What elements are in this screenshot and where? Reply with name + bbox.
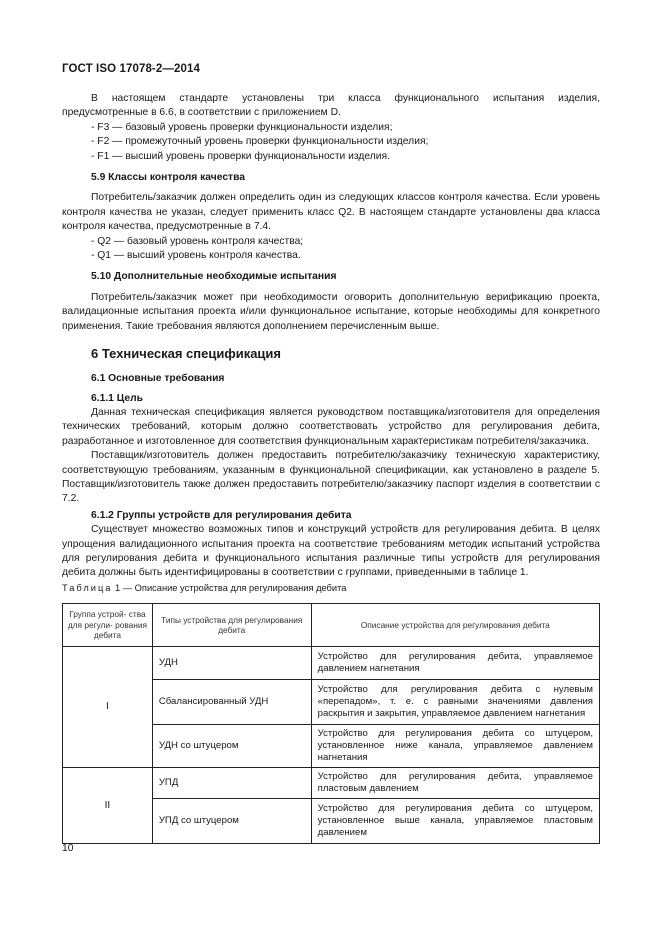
list-item: - F3 — базовый уровень проверки функциональности изделия; <box>91 121 393 133</box>
description-cell: Устройство для регулирования дебита со штуцером, установленное ниже канала, управляемое давлением нагнетания <box>311 725 599 768</box>
paragraph: Поставщик/изготовитель должен предоставить потребителю/заказчику техническую характеристику, соответствующую требованиям, указанным в функциональной спецификации, как установлено в разделе 5. Поставщик/изготовитель также должен предоставить потребителю/заказчику паспорт изделия в соответствии с 7.2. <box>62 450 600 505</box>
table-caption <box>62 583 346 593</box>
paragraph: Существует множество возможных типов и конструкций устройств для регулирования дебита. В целях упрощения валидационного испытания проекта на соответствие требованиям методик испытаний устройства для регулирования дебита и функционального испытания различные типы устройств для регулирования дебита должны быть идентифицированы в соответствии с группами, приведенными в таблице 1. <box>62 524 600 579</box>
section-heading-5-10: 5.10 Дополнительные необходимые испытания <box>91 271 337 283</box>
description-cell: Устройство для регулирования дебита со штуцером, установленное выше канала, управляемое пластовым давлением <box>311 799 599 844</box>
section-heading-6-1-1: 6.1.1 Цель <box>91 392 144 404</box>
device-table <box>62 603 600 844</box>
list-item: - F1 — высший уровень проверки функциональности изделия. <box>91 150 390 162</box>
paragraph: Потребитель/заказчик может при необходимости оговорить дополнительную верификацию проекта, валидационные испытания проекта и/или функциональное испытание, которые необходимы для конкретного применения. Такие требования являются дополнением перечисленным выше. <box>62 291 600 332</box>
description-cell: Устройство для регулирования дебита, управляемое пластовым давлением <box>311 768 599 799</box>
intro-paragraph: В настоящем стандарте установлены три класса функционального испытания изделия, предусмотренные в 6.6, в соответствии с приложением D. <box>62 93 600 119</box>
table-row <box>63 768 600 799</box>
type-cell: УПД со штуцером <box>152 799 311 844</box>
type-cell: УДН со штуцером <box>152 725 311 768</box>
table-caption-word: Таблица <box>62 583 113 593</box>
column-header-type: Типы устройства для регулирования дебита <box>152 604 311 647</box>
section-heading-6-1-2: 6.1.2 Группы устройств для регулирования дебита <box>91 509 352 521</box>
column-header-group: Группа устрой- ства для регули- рования дебита <box>63 604 153 647</box>
type-cell: Сбалансированный УДН <box>152 680 311 725</box>
list-item: - Q2 — базовый уровень контроля качества; <box>91 235 304 247</box>
table-caption-text: 1 — Описание устройства для регулирования дебита <box>115 583 347 593</box>
section-heading-6: 6 Техническая спецификация <box>91 346 282 362</box>
section-heading-6-1: 6.1 Основные требования <box>91 373 225 385</box>
column-header-description: Описание устройства для регулирования дебита <box>311 604 599 647</box>
main-text <box>62 92 600 581</box>
paragraph: Потребитель/заказчик должен определить один из следующих классов контроля качества. Если уровень контроля качества не указан, следует применить класс Q2. В настоящем стандарте установлены два класса контроля качества, предусмотренные в 7.4. <box>62 192 600 233</box>
table-row <box>63 647 600 680</box>
list-item: - Q1 — высший уровень контроля качества. <box>91 250 301 262</box>
document-header: ГОСТ ISO 17078-2—2014 <box>62 63 200 75</box>
description-cell: Устройство для регулирования дебита, управляемое давлением нагнетания <box>311 647 599 680</box>
list-item: - F2 — промежуточный уровень проверки функциональности изделия; <box>91 136 429 148</box>
section-heading-5-9: 5.9 Классы контроля качества <box>91 172 246 184</box>
type-cell: УПД <box>152 768 311 799</box>
table-header-row <box>63 604 600 647</box>
type-cell: УДН <box>152 647 311 680</box>
paragraph: Данная техническая спецификация является руководством поставщика/изготовителя для определения технических требований, которым должно соответствовать устройство для регулирования дебита, разработанное и изготовленное для соответствия функциональным характеристикам потребителя/заказчика. <box>62 406 600 447</box>
group-cell: I <box>63 647 153 768</box>
description-cell: Устройство для регулирования дебита с нулевым «перепадом», т. е. с равными значениями давления раскрытия и закрытия, управляемое давлением нагнетания <box>311 680 599 725</box>
group-cell: II <box>63 768 153 844</box>
page-number: 10 <box>62 843 74 854</box>
